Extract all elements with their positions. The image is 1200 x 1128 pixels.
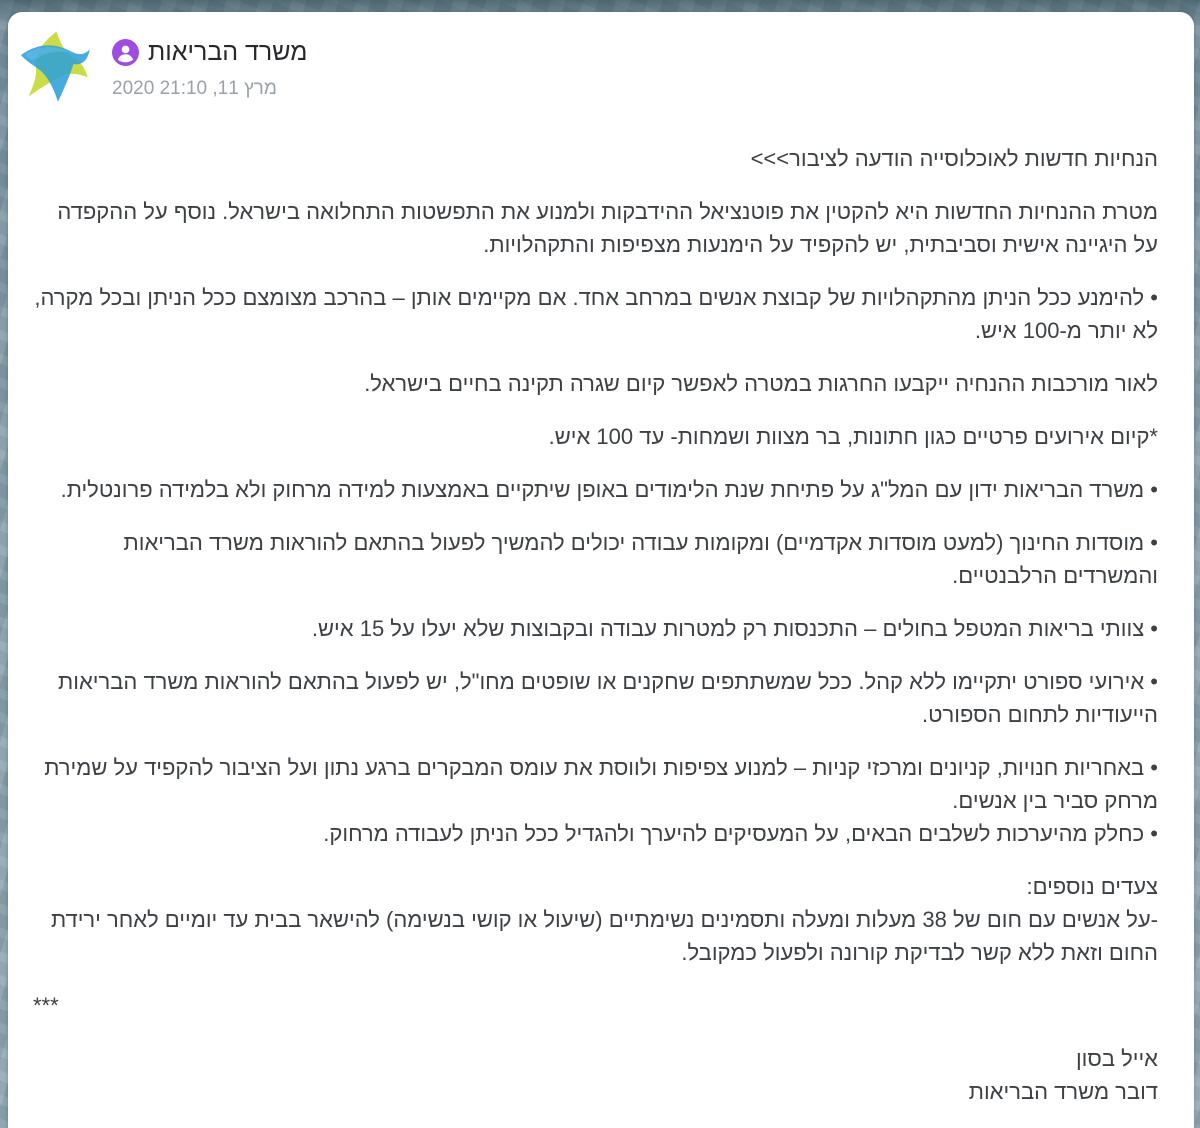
message-line: *קיום אירועים פרטיים כגון חתונות, בר מצוות ושמחות- עד 100 איש. <box>548 424 1158 449</box>
message-line: הנחיות חדשות לאוכלוסייה הודעה לציבור>>> <box>750 146 1158 171</box>
channel-name[interactable]: משרד הבריאות <box>148 38 308 66</box>
ministry-of-health-logo-icon[interactable] <box>18 30 92 104</box>
message-line: • אירועי ספורט יתקיימו ללא קהל. ככל שמשתתפים שחקנים או שופטים מחו"ל, יש לפעול בהתאם להוראות משרד הבריאות הייעודיות לתחום הספורט. <box>58 669 1158 727</box>
message-line: • כחלק מהיערכות לשלבים הבאים, על המעסיקים להיערך ולהגדיל ככל הניתן לעבודה מרחוק. <box>323 821 1158 846</box>
message-card <box>8 12 1194 1128</box>
message-paragraph <box>33 870 1158 969</box>
message-line: *** <box>33 993 59 1018</box>
message-paragraph <box>33 612 1158 645</box>
message-line: לאור מורכבות ההנחיה ייקבעו החרגות במטרה לאפשר קיום שגרה תקינה בחיים בישראל. <box>364 371 1158 396</box>
message-paragraph <box>33 751 1158 850</box>
message-paragraph <box>33 473 1158 506</box>
message-paragraph <box>33 367 1158 400</box>
message-paragraph <box>33 420 1158 453</box>
message-timestamp: מרץ 11, 21:10 2020 <box>112 77 277 99</box>
message-paragraph <box>33 526 1158 592</box>
message-body <box>8 142 1194 1128</box>
message-line: • מוסדות החינוך (למעט מוסדות אקדמיים) ומקומות עבודה יכולים להמשיך לפעול בהתאם להוראות משרד הבריאות והמשרדים הרלבנטיים. <box>123 530 1158 588</box>
message-line: דובר משרד הבריאות <box>968 1079 1158 1104</box>
message-line: • באחריות חנויות, קניונים ומרכזי קניות – למנוע צפיפות ולווסת את עומס המבקרים ברגע נתון ועל הציבור להקפיד על שמירת מרחק סביר בין אנשים. <box>44 755 1158 813</box>
person-icon <box>112 39 139 66</box>
message-line: אייל בסון <box>1075 1046 1158 1071</box>
message-line: צעדים נוספים: <box>1026 874 1158 899</box>
message-paragraph <box>33 142 1158 175</box>
message-paragraph <box>33 281 1158 347</box>
channel-name-row <box>112 38 307 67</box>
avatar-badge <box>112 39 139 66</box>
header-info <box>112 30 307 100</box>
message-paragraph <box>33 665 1158 731</box>
message-paragraph <box>33 989 1158 1022</box>
message-line: מטרת ההנחיות החדשות היא להקטין את פוטנציאל ההידבקות ולמנוע את התפשטות התחלואה בישראל. נוסף על ההקפדה על היגיינה אישית וסביבתית, יש להקפיד על הימנעות מצפיפות והתקהלויות. <box>57 199 1158 257</box>
message-line: -על אנשים עם חום של 38 מעלות ומעלה ותסמינים נשימתיים (שיעול או קושי בנשימה) להישאר בבית עד יומיים לאחר ירידת החום וזאת ללא קשר לבדיקת קורונה ולפעול כמקובל. <box>50 907 1158 965</box>
message-line: • משרד הבריאות ידון עם המל"ג על פתיחת שנת הלימודים באופן שיתקיים באמצעות למידה מרחוק ולא בלמידה פרונטלית. <box>60 477 1158 502</box>
message-paragraph <box>33 1042 1158 1108</box>
message-line: • להימנע ככל הניתן מהתקהלויות של קבוצת אנשים במרחב אחד. אם מקיימים אותן – בהרכב מצומצם ככל הניתן ובכל מקרה, לא יותר מ-100 איש. <box>34 285 1158 343</box>
message-header <box>8 12 1194 104</box>
message-line: • צוותי בריאות המטפל בחולים – התכנסות רק למטרות עבודה ובקבוצות שלא יעלו על 15 איש. <box>311 616 1158 641</box>
message-paragraph <box>33 195 1158 261</box>
